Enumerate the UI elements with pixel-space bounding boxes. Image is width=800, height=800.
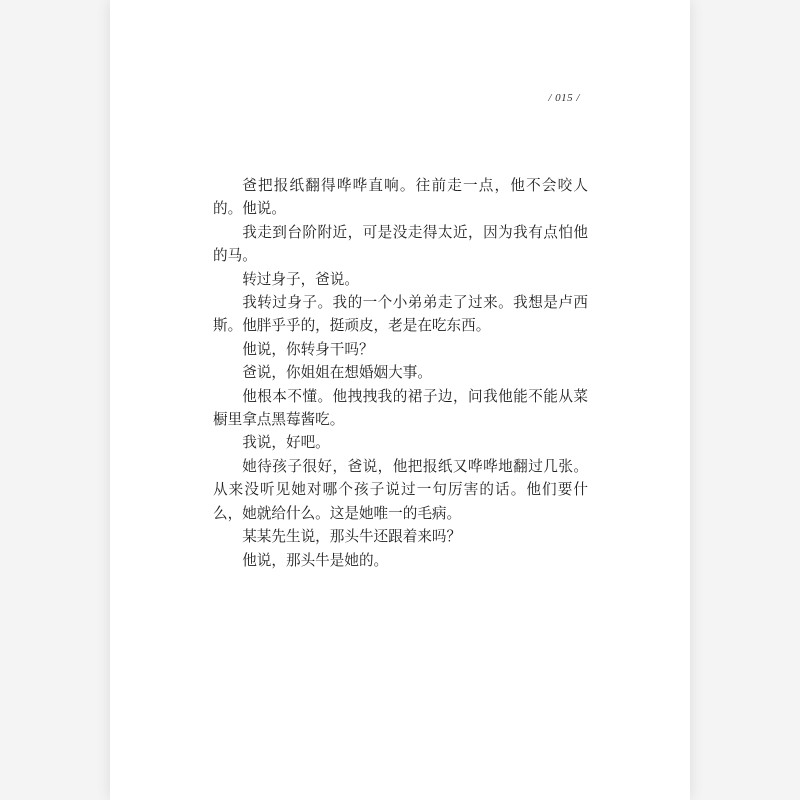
body-text xyxy=(213,174,588,572)
paragraph-7: 他根本不懂。他拽拽我的裙子边，问我他能不能从菜橱里拿点黑莓酱吃。 xyxy=(213,387,588,429)
paragraph-2: 我走到台阶附近，可是没走得太近，因为我有点怕他的马。 xyxy=(213,223,588,265)
paragraph-10: 某某先生说，那头牛还跟着来吗？ xyxy=(242,528,462,546)
book-page xyxy=(110,0,690,800)
paragraph-8: 我说，好吧。 xyxy=(242,434,330,452)
paragraph-4: 我转过身子。我的一个小弟弟走了过来。我想是卢西斯。他胖乎乎的，挺顽皮，老是在吃东西。 xyxy=(213,294,588,335)
paragraph-6: 爸说，你姐姐在想婚姻大事。 xyxy=(242,364,432,382)
paragraph-11: 他说，那头牛是她的。 xyxy=(242,551,389,569)
paragraph-3: 转过身子，爸说。 xyxy=(242,270,359,288)
paragraph-5: 他说，你转身干吗？ xyxy=(242,340,374,358)
paragraph-1: 爸把报纸翻得哗哗直响。往前走一点，他不会咬人的。他说。 xyxy=(213,177,588,218)
page-number: / 015 / xyxy=(548,92,580,104)
paragraph-9: 她待孩子很好，爸说，他把报纸又哗哗地翻过几张。从来没听见她对哪个孩子说过一句厉害的话。他们要什么，她就给什么。这是她唯一的毛病。 xyxy=(213,457,588,522)
